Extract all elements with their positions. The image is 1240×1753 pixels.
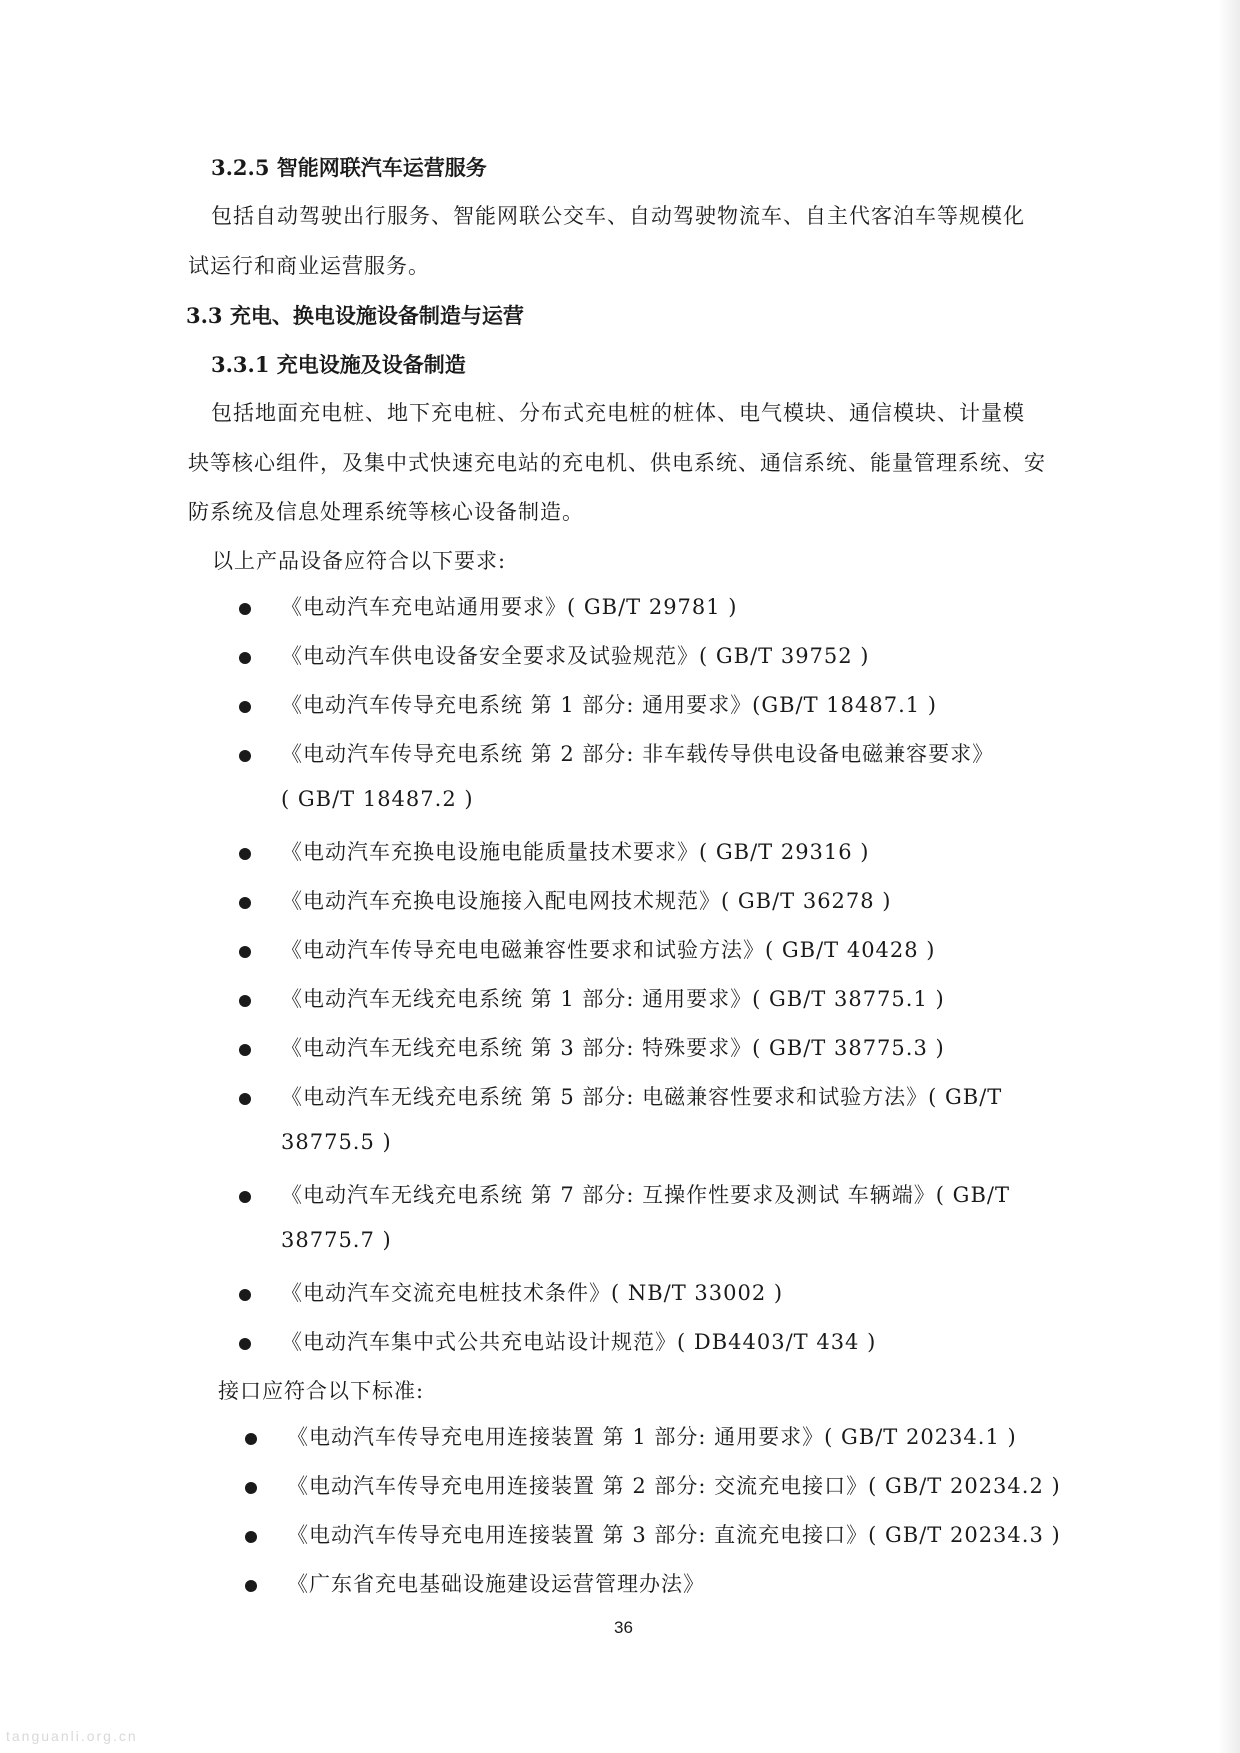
list-item: 《电动汽车无线充电系统 第 3 部分: 特殊要求》( GB/T 38775.3 ): [281, 1036, 945, 1060]
bullet-icon: [239, 995, 251, 1007]
list-item: 《电动汽车无线充电系统 第 1 部分: 通用要求》( GB/T 38775.1 ): [281, 987, 945, 1011]
list-item: 《电动汽车传导充电系统 第 2 部分: 非车载传导供电设备电磁兼容要求》: [281, 742, 995, 766]
list-item: 《电动汽车充换电设施电能质量技术要求》( GB/T 29316 ): [281, 840, 870, 864]
bullet-icon: [239, 946, 251, 958]
list-item: 《电动汽车交流充电桩技术条件》( NB/T 33002 ): [281, 1281, 784, 1305]
paragraph-line: 试运行和商业运营服务。: [188, 254, 430, 278]
list-item: 《电动汽车传导充电电磁兼容性要求和试验方法》( GB/T 40428 ): [281, 938, 936, 962]
list-item-continuation: ( GB/T 18487.2 ): [281, 787, 474, 811]
page-edge-shadow: [1218, 0, 1240, 1753]
section-heading-3-3-1: 3.3.1 充电设施及设备制造: [211, 352, 466, 377]
bullet-icon: [245, 1433, 257, 1445]
list-item: 《电动汽车传导充电系统 第 1 部分: 通用要求》(GB/T 18487.1 ): [281, 693, 938, 717]
list-item: 《电动汽车供电设备安全要求及试验规范》( GB/T 39752 ): [281, 644, 870, 668]
list-item: 《电动汽车集中式公共充电站设计规范》( DB4403/T 434 ): [281, 1330, 877, 1354]
list-item: 《电动汽车充换电设施接入配电网技术规范》( GB/T 36278 ): [281, 889, 892, 913]
bullet-icon: [239, 1191, 251, 1203]
watermark-text: tanguanli.org.cn: [6, 1728, 138, 1744]
bullet-icon: [245, 1531, 257, 1543]
bullet-icon: [239, 701, 251, 713]
bullet-icon: [239, 1044, 251, 1056]
paragraph-line: 包括自动驾驶出行服务、智能网联公交车、自动驾驶物流车、自主代客泊车等规模化: [211, 204, 1025, 228]
bullet-icon: [239, 750, 251, 762]
section-heading-3-3: 3.3 充电、换电设施设备制造与运营: [186, 303, 524, 328]
bullet-icon: [245, 1580, 257, 1592]
bullet-icon: [245, 1482, 257, 1494]
bullet-icon: [239, 1093, 251, 1105]
bullet-icon: [239, 603, 251, 615]
paragraph-line: 包括地面充电桩、地下充电桩、分布式充电桩的桩体、电气模块、通信模块、计量模: [211, 401, 1025, 425]
paragraph-line: 块等核心组件，及集中式快速充电站的充电机、供电系统、通信系统、能量管理系统、安: [188, 451, 1046, 475]
list-item-continuation: 38775.7 ): [281, 1228, 392, 1252]
list-item: 《电动汽车传导充电用连接装置 第 3 部分: 直流充电接口》( GB/T 20234.3 ): [287, 1523, 1061, 1547]
paragraph-line: 防系统及信息处理系统等核心设备制造。: [188, 500, 584, 524]
section-heading-3-2-5: 3.2.5 智能网联汽车运营服务: [211, 155, 487, 180]
page-number: 36: [614, 1618, 633, 1637]
bullet-icon: [239, 848, 251, 860]
list-item: 《电动汽车无线充电系统 第 7 部分: 互操作性要求及测试 车辆端》( GB/T: [281, 1183, 1010, 1207]
list-item: 《电动汽车无线充电系统 第 5 部分: 电磁兼容性要求和试验方法》( GB/T: [281, 1085, 1003, 1109]
bullet-icon: [239, 897, 251, 909]
requirements-intro: 以上产品设备应符合以下要求:: [212, 549, 507, 573]
bullet-icon: [239, 1338, 251, 1350]
list-item-continuation: 38775.5 ): [281, 1130, 392, 1154]
list-item: 《电动汽车传导充电用连接装置 第 2 部分: 交流充电接口》( GB/T 20234.2 ): [287, 1474, 1061, 1498]
interface-intro: 接口应符合以下标准:: [218, 1379, 425, 1403]
bullet-icon: [239, 652, 251, 664]
list-item: 《电动汽车传导充电用连接装置 第 1 部分: 通用要求》( GB/T 20234.1 ): [287, 1425, 1017, 1449]
list-item: 《电动汽车充电站通用要求》( GB/T 29781 ): [281, 595, 738, 619]
list-item: 《广东省充电基础设施建设运营管理办法》: [287, 1572, 705, 1596]
bullet-icon: [239, 1289, 251, 1301]
